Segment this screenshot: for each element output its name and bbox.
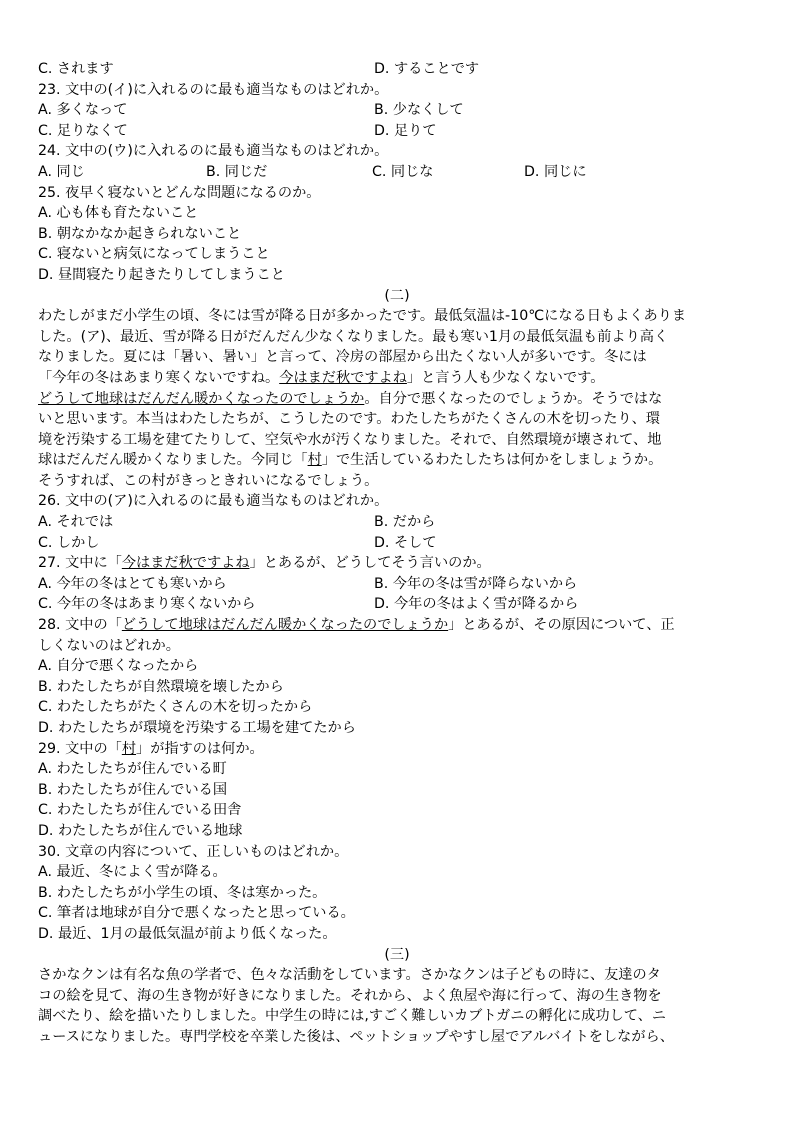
q29-stem (38, 739, 756, 760)
q30-option-c: C. 筆者は地球が自分で悪くなったと思っている。 (38, 905, 355, 922)
q30-option-d: D. 最近、1月の最低気温が前より低くなった。 (38, 925, 337, 942)
passage3-line: さかなクンは有名な魚の学者で、色々な活動をしています。さかなクンは子どもの時に、友達のタ (38, 967, 661, 984)
q27-option-a: A. 今年の冬はとても寒いから (38, 575, 227, 592)
q29-underlined-word: 村 (121, 740, 137, 757)
q23-option-c: C. 足りなくて (38, 122, 128, 139)
passage2-text: 「今年の冬はあまり寒くないですね。 (38, 369, 280, 386)
q30-option-b: B. わたしたちが小学生の頃、冬は寒かった。 (38, 884, 327, 901)
q28-option-b: B. わたしたちが自然環境を壊したから (38, 678, 284, 695)
q27-options-ab (38, 574, 756, 595)
q26-options-cd (38, 533, 756, 554)
passage2-line: わたしがまだ小学生の頃、冬には雪が降る日が多かったです。最低気温は-10℃になる日もよくありま (38, 308, 687, 325)
q28-stem-text: 」とあるが、その原因について、正 (448, 617, 675, 634)
q24-option-a: A. 同じ (38, 163, 85, 180)
q24-option-d: D. 同じに (524, 163, 587, 180)
q28-option-a: A. 自分で悪くなったから (38, 658, 199, 675)
q23-options-cd (38, 121, 756, 142)
q25-option-d: D. 昼間寝たり起きたりしてしまうこと (38, 266, 285, 283)
q27-option-c: C. 今年の冬はあまり寒くないから (38, 596, 256, 613)
q25-option-b: B. 朝なかなか起きられないこと (38, 225, 242, 242)
q24-option-b: B. 同じだ (206, 163, 268, 180)
passage-3 (38, 965, 756, 1047)
q23-options-ab (38, 100, 756, 121)
passage-2 (38, 306, 756, 491)
q29-option-c: C. わたしたちが住んでいる田舎 (38, 802, 242, 819)
q23-option-b: B. 少なくして (374, 102, 464, 119)
q29-option-a: A. わたしたちが住んでいる町 (38, 761, 227, 778)
q30-option-a: A. 最近、冬によく雪が降る。 (38, 864, 227, 881)
q24-options (38, 162, 756, 183)
passage2-line (38, 389, 756, 410)
passage2-text: 。自分で悪くなったのでしょうか。そうではな (364, 390, 663, 407)
q28-stem-continued: しくないのはどれか。 (38, 637, 180, 654)
passage3-line: 調べたり、絵を描いたりしました。中学生の時には,すごく難しいカブトガニの孵化に成功して、ニ (38, 1008, 667, 1025)
q26-option-c: C. しかし (38, 534, 100, 551)
section-heading-3: (三) (384, 946, 410, 963)
q22-options-cd (38, 59, 756, 80)
q27-stem (38, 553, 756, 574)
passage2-line (38, 450, 756, 471)
passage2-line: した。(ア)、最近、雪が降る日がだんだん少なくなりました。最も寒い1月の最低気温も前より高く (38, 328, 669, 345)
passage2-line (38, 368, 756, 389)
q25-stem: 25. 夜早く寝ないとどんな問題になるのか。 (38, 184, 321, 201)
q22-option-c: C. されます (38, 61, 114, 77)
q26-option-b: B. だから (374, 514, 436, 531)
q23-option-a: A. 多くなって (38, 102, 128, 119)
passage2-line: なりました。夏には「暑い、暑い」と言って、冷房の部屋から出たくない人が多いです。冬には (38, 349, 647, 366)
q28-stem (38, 615, 756, 636)
passage2-line: 境を汚染する工場を建てたりして、空気や水が汚くなりました。それで、自然環境が壊されて、地 (38, 431, 662, 448)
q23-option-d: D. 足りて (374, 122, 437, 139)
q27-stem-text: 27. 文中に「 (38, 555, 122, 572)
q27-option-d: D. 今年の冬はよく雪が降るから (374, 596, 579, 613)
passage2-text: 」と言う人も少なくないです。 (406, 369, 605, 386)
q28-underlined-quote: どうして地球はだんだん暖かくなったのでしょうか (121, 617, 449, 634)
q29-stem-text: 29. 文中の「 (38, 740, 122, 757)
q25-option-a: A. 心も体も育たないこと (38, 205, 199, 222)
q24-stem: 24. 文中の(ウ)に入れるのに最も適当なものはどれか。 (38, 143, 389, 160)
passage2-line: いと思います。本当はわたしたちが、こうしたのです。わたしたちがたくさんの木を切ったり、環 (38, 411, 660, 428)
q26-options-ab (38, 512, 756, 533)
underlined-word-village: 村 (307, 452, 322, 469)
passage3-line: コの絵を見て、海の生き物が好きになりました。それから、よく魚屋や海に行って、海の生き物を (38, 987, 662, 1004)
underlined-phrase-autumn: 今はまだ秋ですよね (279, 369, 407, 386)
section-heading-2: (二) (384, 287, 410, 304)
q27-options-cd (38, 594, 756, 615)
passage2-text: 球はだんだん暖かくなりました。今同じ「 (38, 452, 308, 469)
q23-stem: 23. 文中の(イ)に入れるのに最も適当なものはどれか。 (38, 81, 389, 98)
q26-stem: 26. 文中の(ア)に入れるのに最も適当なものはどれか。 (38, 493, 389, 510)
q29-stem-text: 」が指すのは何か。 (136, 740, 264, 757)
q27-option-b: B. 今年の冬は雪が降らないから (374, 575, 578, 592)
q28-stem-text: 28. 文中の「 (38, 617, 122, 634)
q28-option-d: D. わたしたちが環境を汚染する工場を建てたから (38, 720, 356, 736)
passage2-text: 」で生活しているわたしたちは何かをしましょうか。 (321, 452, 663, 469)
q27-stem-text: 」とあるが、どうしてそう言いのか。 (249, 555, 491, 572)
passage3-line: ュースになりました。専門学校を卒業した後は、ペットショップやすし屋でアルバイトをしながら、 (38, 1028, 674, 1045)
q27-underlined-quote: 今はまだ秋ですよね (121, 555, 250, 572)
q25-option-c: C. 寝ないと病気になってしまうこと (38, 246, 270, 263)
q24-option-c: C. 同じな (372, 163, 434, 180)
exam-page (38, 59, 756, 1048)
q26-option-d: D. そして (374, 534, 437, 551)
q26-option-a: A. それでは (38, 514, 114, 531)
q22-option-d: D. することです (374, 61, 480, 77)
q29-option-d: D. わたしたちが住んでいる地球 (38, 822, 243, 839)
q29-option-b: B. わたしたちが住んでいる国 (38, 781, 228, 798)
passage2-line: そうすれば、この村がきっときれいになるでしょう。 (38, 472, 379, 489)
q30-stem: 30. 文章の内容について、正しいものはどれか。 (38, 843, 349, 860)
underlined-phrase-warming: どうして地球はだんだん暖かくなったのでしょうか (38, 390, 365, 407)
q28-option-c: C. わたしたちがたくさんの木を切ったから (38, 699, 313, 716)
